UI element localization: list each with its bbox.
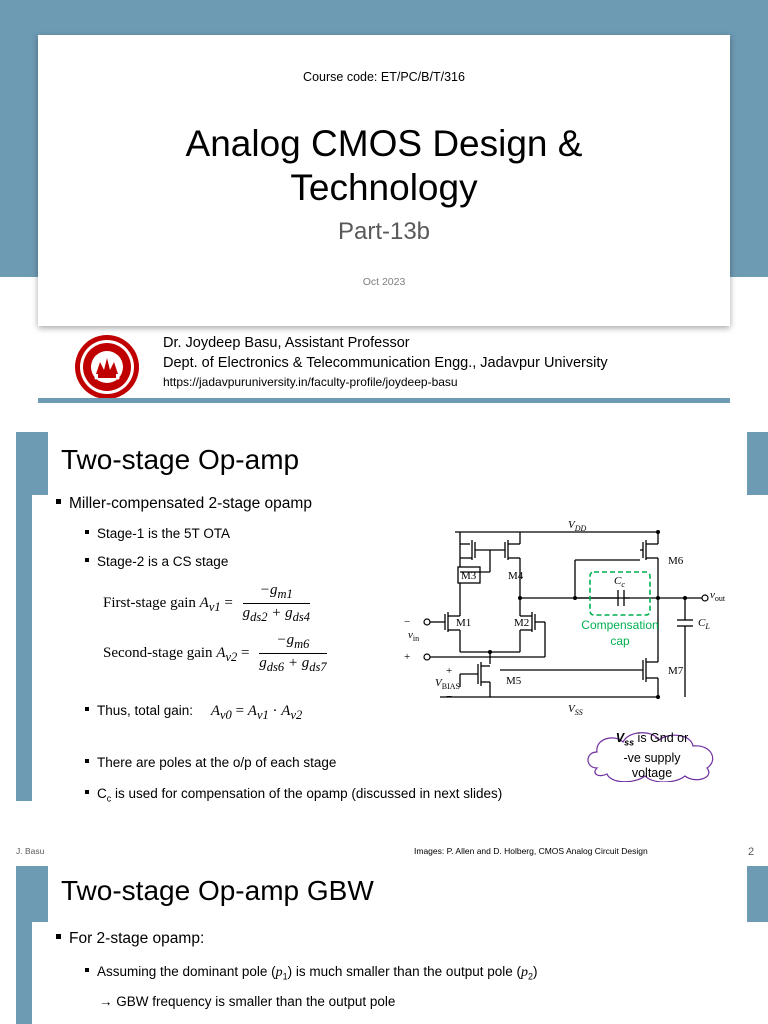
total-gain-equation: $A_{v0} = A_{v1} \cdot A_{v2}$ bbox=[210, 703, 303, 722]
eq-subscript: ds6 bbox=[266, 660, 285, 674]
two-stage-opamp-schematic bbox=[400, 512, 740, 717]
vbias-label: $V_{BIAS}$ bbox=[435, 677, 460, 691]
eq-symbol: −g bbox=[259, 582, 278, 598]
bullet-subscript: c bbox=[106, 793, 112, 804]
part-label: Part-13b bbox=[337, 218, 431, 245]
bullet-text: There are poles at the o/p of each stage bbox=[97, 755, 337, 770]
sub-bullet-poles bbox=[85, 755, 336, 770]
eq-symbol: g bbox=[242, 605, 251, 621]
bullet-marker bbox=[56, 499, 61, 504]
cl-label: $C_L$ bbox=[698, 617, 710, 631]
title-line-2: Technology bbox=[290, 167, 478, 208]
m3-label: M3 bbox=[461, 570, 477, 582]
slide1-divider bbox=[38, 398, 730, 403]
cc-label: $C_c$ bbox=[614, 575, 625, 589]
bullet-marker bbox=[85, 968, 89, 972]
bullet-marker bbox=[56, 934, 61, 939]
denominator: $g_{ds2} + g_{ds4}$ bbox=[242, 605, 310, 624]
vss-note-symbol: V bbox=[615, 731, 625, 745]
eq-symbol: A bbox=[210, 703, 220, 719]
vout-label: $v_{out}$ bbox=[710, 589, 726, 603]
vin-plus-label: + bbox=[404, 651, 411, 663]
sub-bullet-stage2 bbox=[85, 554, 228, 569]
bullet-marker bbox=[85, 558, 89, 562]
eq-symbol: −g bbox=[276, 632, 295, 648]
slide3-right-accent-bar bbox=[747, 866, 768, 922]
slide3-left-accent-bar bbox=[16, 866, 48, 922]
vss-note-line3: voltage bbox=[631, 765, 673, 780]
bullet-text: is used for compensation of the opamp (discussed in next slides) bbox=[111, 786, 503, 801]
eq-subscript: v2 bbox=[225, 649, 238, 664]
eq-symbol: p bbox=[275, 965, 283, 980]
numerator bbox=[243, 582, 310, 604]
vss-label: $V_{SS}$ bbox=[568, 703, 583, 717]
eq-subscript: v1 bbox=[208, 599, 221, 614]
bullet-text: ) bbox=[533, 964, 538, 979]
eq-subscript: 2 bbox=[528, 971, 534, 982]
m5-label: M5 bbox=[506, 675, 522, 687]
bullet-text: C bbox=[97, 786, 107, 801]
eq-subscript: m6 bbox=[294, 637, 310, 651]
eq-symbol: g bbox=[285, 605, 293, 621]
vss-note-subscript: ss bbox=[624, 737, 635, 748]
slide2-title: Two-stage Op-amp bbox=[61, 444, 300, 475]
title-line-1: Analog CMOS Design & bbox=[185, 123, 583, 164]
eq-symbol: A bbox=[199, 594, 209, 611]
bullet-marker bbox=[85, 759, 89, 763]
page-number: 2 bbox=[748, 846, 755, 858]
vss-note-text-part: is Gnd or bbox=[634, 731, 689, 745]
numerator bbox=[259, 632, 326, 654]
slide3-left-accent-strip bbox=[16, 922, 32, 1024]
bullet-miller bbox=[56, 495, 312, 513]
eq-symbol: A bbox=[281, 703, 291, 719]
sub-bullet-cc bbox=[85, 786, 502, 804]
eq-symbol: p bbox=[521, 965, 528, 980]
slide-title bbox=[0, 122, 768, 210]
eq-subscript: ds2 bbox=[250, 610, 268, 624]
bullet-text: Miller-compensated 2-stage opamp bbox=[69, 495, 312, 512]
eq-subscript: ds4 bbox=[292, 610, 310, 624]
m1-label: M1 bbox=[456, 617, 472, 629]
sub-bullet-dominant-pole bbox=[85, 964, 538, 982]
compensation-label-line2: cap bbox=[610, 634, 630, 648]
slide2-left-accent-bar bbox=[16, 432, 48, 495]
eq-symbol: A bbox=[247, 703, 257, 719]
bullet-text: Assuming the dominant pole ( bbox=[97, 964, 276, 979]
sub-bullet-gbw: → GBW frequency is smaller than the output pole bbox=[99, 994, 396, 1009]
eq-subscript: 1 bbox=[282, 971, 288, 982]
eq-subscript: ds7 bbox=[309, 660, 327, 674]
m2-label: M2 bbox=[514, 617, 530, 629]
bullet-marker bbox=[85, 790, 89, 794]
department: Dept. of Electronics & Telecommunication Engg., Jadavpur University bbox=[163, 355, 608, 371]
vin-minus-label: − bbox=[404, 616, 411, 628]
vbias-plus-label: + bbox=[446, 665, 453, 677]
compensation-label-line1: Compensation bbox=[581, 618, 659, 632]
date-label: Oct 2023 bbox=[362, 276, 406, 288]
eq-symbol: g bbox=[259, 655, 267, 671]
slide2-right-accent-bar bbox=[747, 432, 768, 495]
eq-subscript: v2 bbox=[290, 708, 303, 722]
bullet-for-2-stage bbox=[56, 930, 204, 948]
bullet-text: For 2-stage opamp: bbox=[69, 930, 205, 947]
eq-label: Second-stage gain bbox=[103, 644, 213, 661]
eq-subscript: v0 bbox=[220, 708, 232, 722]
footer-author: J. Basu bbox=[16, 846, 45, 856]
author-name: Dr. Joydeep Basu, Assistant Professor bbox=[163, 335, 410, 351]
bullet-text: ) is much smaller than the output pole ( bbox=[287, 964, 521, 979]
university-logo-icon bbox=[74, 334, 140, 400]
eq-subscript: v1 bbox=[256, 708, 269, 722]
footer-image-credit: Images: P. Allen and D. Holberg, CMOS Analog Circuit Design bbox=[414, 846, 648, 856]
m4-label: M4 bbox=[508, 570, 524, 582]
vbias-minus-label: − bbox=[446, 691, 453, 703]
m7-label: M7 bbox=[668, 665, 684, 677]
eq-subscript: m1 bbox=[277, 587, 293, 601]
m6-label: M6 bbox=[668, 555, 684, 567]
vss-note-line2: -ve supply bbox=[623, 750, 681, 765]
bullet-marker bbox=[85, 707, 89, 711]
eq-symbol: A bbox=[216, 644, 226, 661]
bullet-marker bbox=[85, 530, 89, 534]
denominator: $g_{ds6} + g_{ds7}$ bbox=[259, 655, 327, 674]
fraction bbox=[243, 582, 310, 625]
bullet-text: Stage-1 is the 5T OTA bbox=[97, 526, 231, 541]
eq-symbol: g bbox=[301, 655, 310, 671]
fraction bbox=[259, 632, 326, 675]
first-stage-gain-equation: First-stage gain $A_{v1}$ = $\frac{-g_{m1}}{g_{ds2} + g_{ds4}}$ bbox=[103, 582, 310, 624]
vss-note-text bbox=[593, 731, 711, 781]
slide3-title: Two-stage Op-amp GBW bbox=[61, 875, 374, 906]
faculty-profile-link[interactable]: https://jadavpuruniversity.in/faculty-profile/joydeep-basu bbox=[163, 375, 458, 389]
vdd-label: $V_{DD}$ bbox=[568, 519, 587, 533]
sub-bullet-stage1 bbox=[85, 526, 230, 541]
course-code: Course code: ET/PC/B/T/316 bbox=[303, 70, 465, 84]
bullet-text: Thus, total gain: bbox=[97, 703, 194, 718]
second-stage-gain-equation: Second-stage gain $A_{v2}$ = $\frac{-g_{m6}}{g_{ds6} + g_{ds7}}$ bbox=[103, 632, 327, 674]
vss-note-line1 bbox=[593, 731, 711, 751]
vin-label: $v_{in}$ bbox=[408, 629, 420, 643]
sub-bullet-total-gain bbox=[85, 703, 302, 723]
bullet-text: Stage-2 is a CS stage bbox=[97, 554, 229, 569]
slide2-left-accent-strip bbox=[16, 495, 32, 801]
eq-label: First-stage gain bbox=[103, 594, 196, 611]
